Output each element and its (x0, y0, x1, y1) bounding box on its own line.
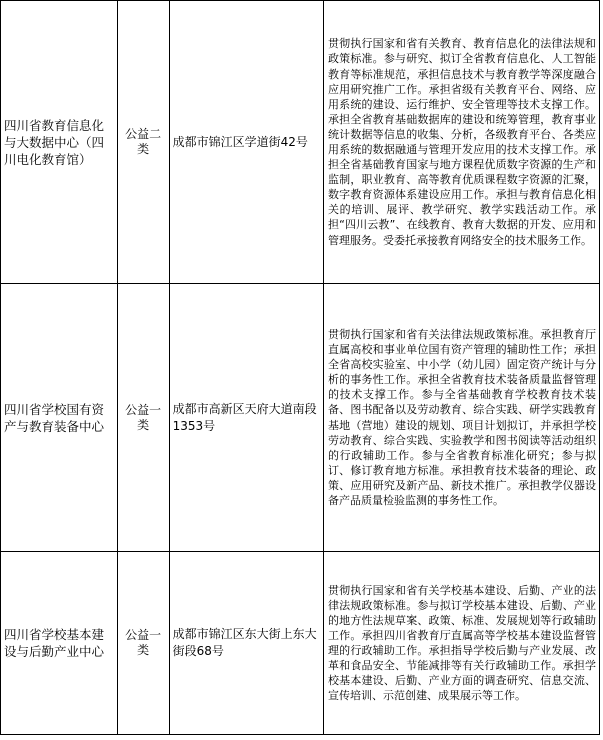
unit-duties: 贯彻执行国家和省有关学校基本建设、后勤、产业的法律法规政策标准。参与拟订学校基本建设、后勤、产业的地方性法规草案、政策、标准、发展规划等行政辅助工作。承担四川省教育厅直属高等学校基本建设监督管理的行政辅助工作。承担指导学校后勤与产业发展、改革和食品安全、节能减排等有关行政辅助工作。承担学校基本建设、后勤、产业方面的调查研究、信息交流、宣传培训、示范创建、成果展示等工作。 (323, 552, 599, 735)
table-row (1, 552, 600, 735)
unit-category: 公益一类 (117, 552, 169, 735)
unit-address: 成都市高新区天府大道南段1353号 (169, 284, 323, 552)
unit-name: 四川省教育信息化与大数据中心（四川电化教育馆） (1, 1, 118, 284)
table-row (1, 1, 600, 284)
unit-name: 四川省学校国有资产与教育装备中心 (1, 284, 118, 552)
unit-address: 成都市锦江区东大街上东大街段68号 (169, 552, 323, 735)
unit-category: 公益一类 (117, 284, 169, 552)
unit-duties: 贯彻执行国家和省有关教育、教育信息化的法律法规和政策标准。参与研究、拟订全省教育信息化、人工智能教育等标准规范，承担信息技术与教育教学等深度融合应用研究推广工作。承担省级有关教育平台、网络、应用系统的建设、运行维护、安全管理等技术支撑工作。承担全省教育基础数据库的建设和统筹管理，教育事业统计数据等信息的收集、分析，各级教育平台、各类应用系统的数据融通与管理开发应用的技术支撑工作。承担全省基础教育国家与地方课程优质数字资源的生产和监制，职业教育、高等教育优质课程数字资源的汇聚，数字教育资源体系建设应用工作。承担与教育信息化相关的培训、展评、教学研究、教学实践活动工作。承担“四川云教”、在线教育、教育大数据的开发、应用和管理服务。受委托承接教育网络安全的技术服务工作。 (323, 1, 599, 284)
unit-category: 公益二类 (117, 1, 169, 284)
unit-name: 四川省学校基本建设与后勤产业中心 (1, 552, 118, 735)
unit-address: 成都市锦江区学道街42号 (169, 1, 323, 284)
table-row (1, 284, 600, 552)
unit-duties: 贯彻执行国家和省有关法律法规政策标准。承担教育厅直属高校和事业单位国有资产管理的辅助性工作；承担全省高校实验室、中小学（幼儿园）固定资产统计与分析的事务性工作。承担全省教育技术装备质量监督管理的技术支撑工作。参与全省基础教育学校教育技术装备、图书配备以及劳动教育、综合实践、研学实践教育基地（营地）建设的规划、项目计划拟订，并承担学校劳动教育、综合实践、实验教学和图书阅读等活动组织的行政辅助工作。参与全省教育标准化研究；参与拟订、修订教育地方标准。承担教育技术装备的理论、政策、应用研究及新产品、新技术推广。承担教学仪器设备产品质量检验监测的事务性工作。 (323, 284, 599, 552)
